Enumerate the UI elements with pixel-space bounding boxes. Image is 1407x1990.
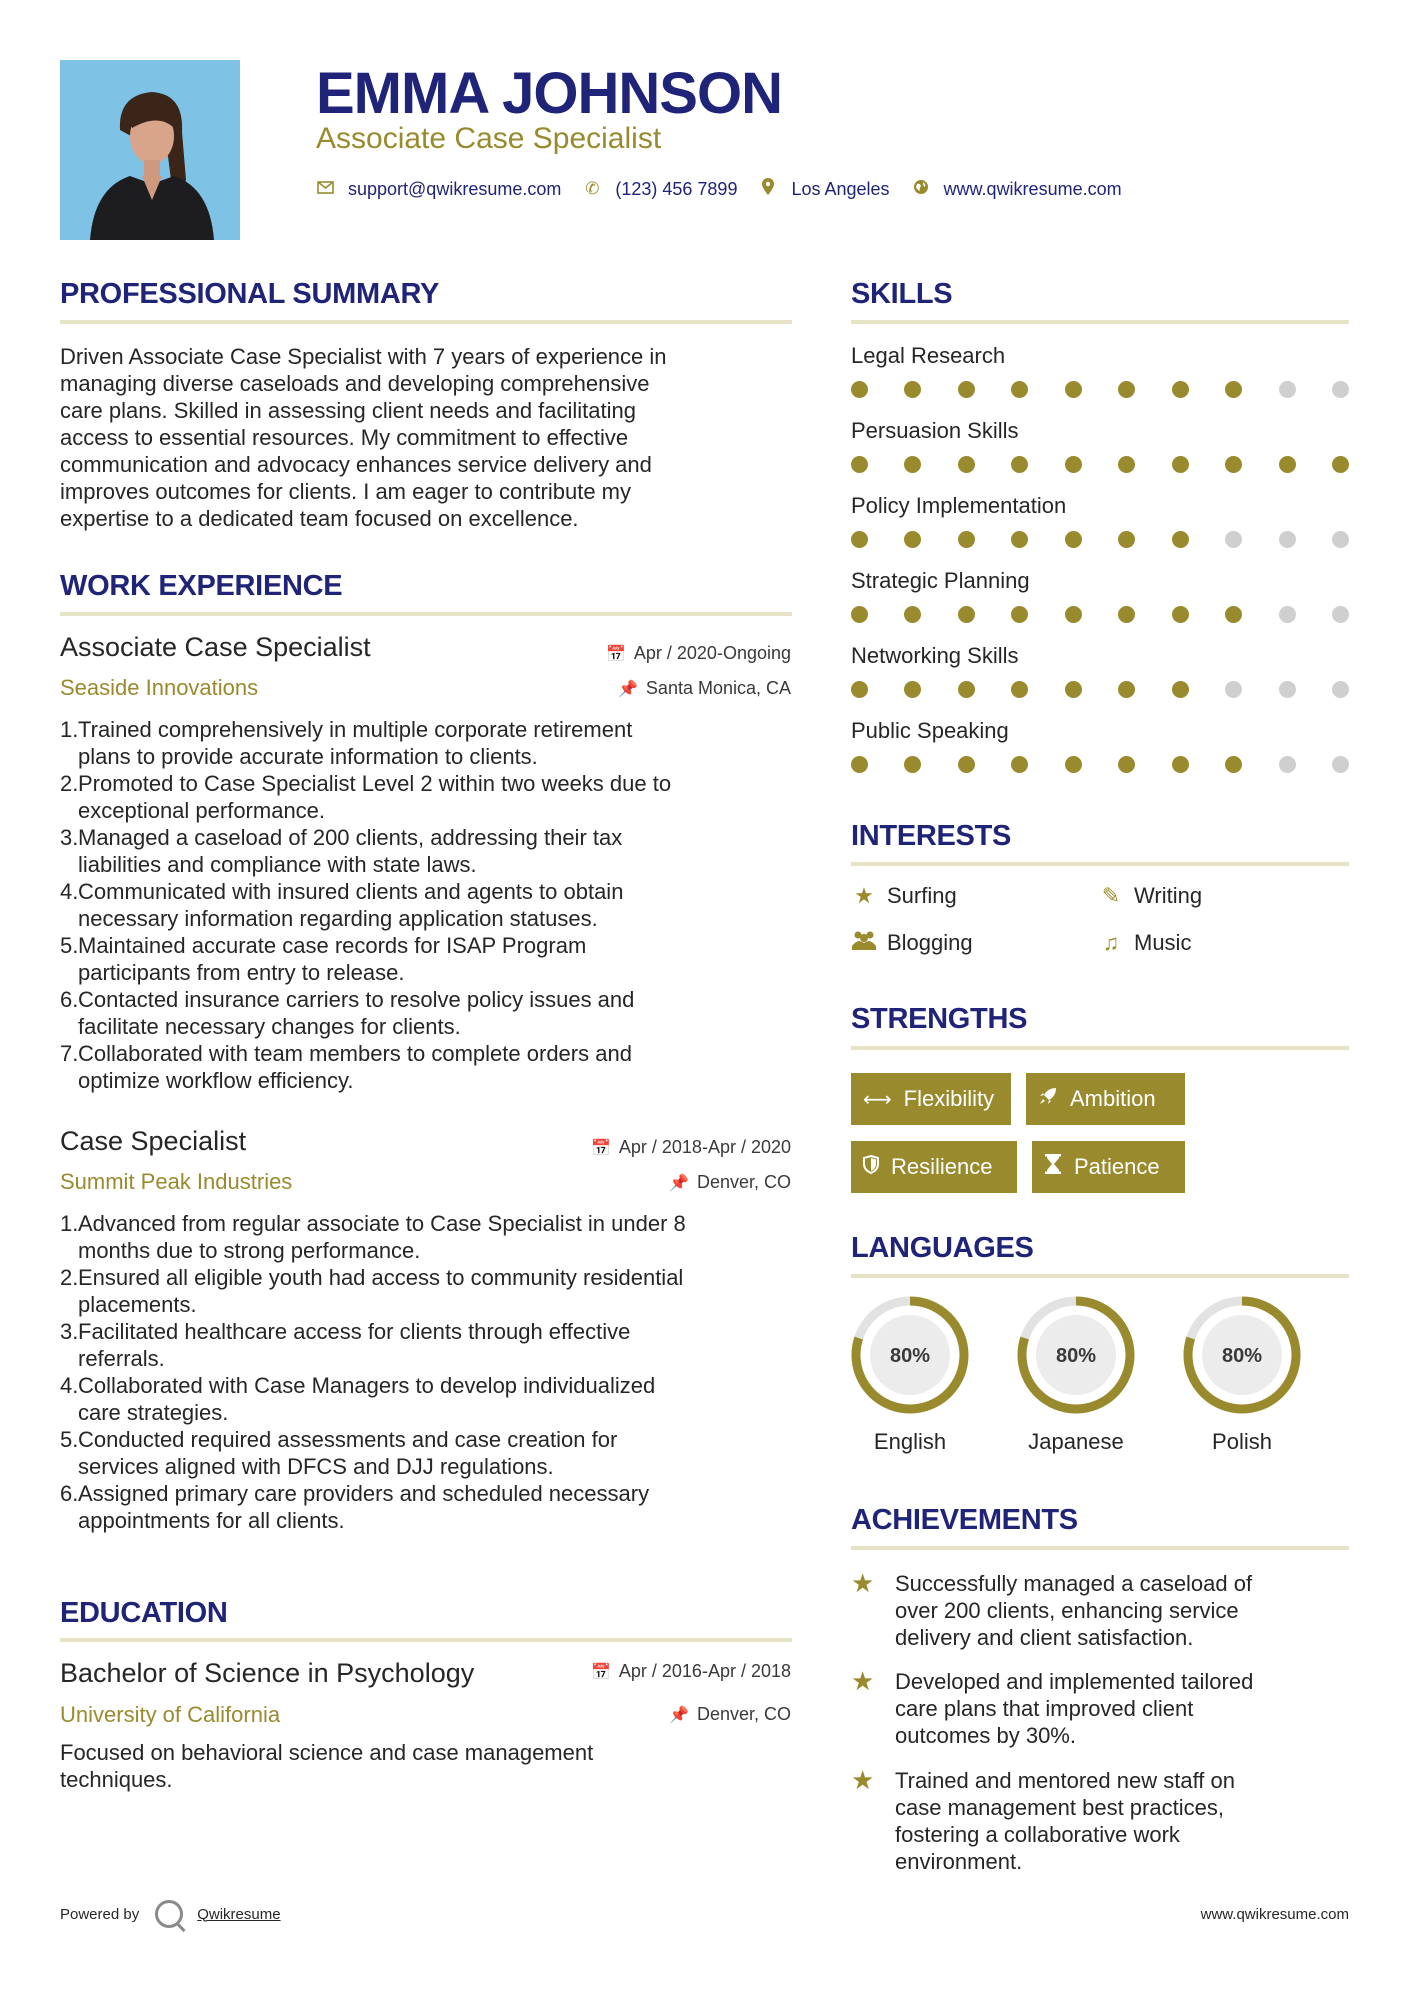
rating-dot-filled bbox=[1065, 606, 1082, 623]
users-icon bbox=[851, 930, 877, 956]
interests-divider bbox=[851, 862, 1349, 866]
pushpin-icon: 📌 bbox=[618, 681, 638, 698]
skills-divider bbox=[851, 320, 1349, 324]
language-name: Japanese bbox=[1028, 1429, 1124, 1454]
achievements-divider bbox=[851, 1546, 1349, 1550]
map-marker-icon bbox=[759, 178, 777, 200]
language-percent: 80% bbox=[889, 1345, 931, 1367]
rating-dot-filled bbox=[1225, 606, 1242, 623]
list-item: 3. Facilitated healthcare access for clients through effective referrals. bbox=[60, 1319, 631, 1371]
rating-dot-filled bbox=[1225, 756, 1242, 773]
skill-name: Networking Skills bbox=[851, 643, 1019, 668]
summary-text bbox=[60, 343, 800, 532]
rating-dot-filled bbox=[1172, 606, 1189, 623]
skill-name: Persuasion Skills bbox=[851, 418, 1019, 443]
rating-dot-empty bbox=[1332, 531, 1349, 548]
summary-line: improves outcomes for clients. I am eager to contribute my bbox=[60, 479, 632, 504]
skill-name: Strategic Planning bbox=[851, 568, 1030, 593]
language-item bbox=[1180, 1293, 1304, 1455]
rating-dot-filled bbox=[1225, 381, 1242, 398]
rating-dot-filled bbox=[851, 756, 868, 773]
language-item bbox=[848, 1293, 972, 1455]
rating-dot-filled bbox=[1065, 681, 1082, 698]
strength-flexibility: ⟷ Flexibility bbox=[851, 1073, 1011, 1125]
job-dates bbox=[591, 1137, 791, 1158]
list-item: 6. Contacted insurance carriers to resolve policy issues and facilitate necessary changes for clients. bbox=[60, 987, 635, 1039]
rating-dot-filled bbox=[1172, 531, 1189, 548]
education-heading: EDUCATION bbox=[60, 1597, 228, 1629]
education-dates bbox=[591, 1661, 791, 1682]
achievement-item: ★ Trained and mentored new staff on case management best practices, fostering a collaborative work environment. bbox=[851, 1765, 1235, 1874]
job-dates-text: Apr / 2020-Ongoing bbox=[633, 643, 791, 663]
interests-heading: INTERESTS bbox=[851, 820, 1012, 852]
summary-line: access to essential resources. My commitment to effective bbox=[60, 425, 629, 450]
summary-heading: PROFESSIONAL SUMMARY bbox=[60, 278, 440, 310]
skill-rating bbox=[851, 756, 1349, 773]
summary-line: communication and advocacy enhances service delivery and bbox=[60, 452, 652, 477]
language-name: English bbox=[873, 1429, 947, 1454]
calendar-icon: 📅 bbox=[605, 646, 626, 663]
rating-dot-empty bbox=[1279, 681, 1296, 698]
list-item: 1. Trained comprehensively in multiple corporate retirement plans to provide accurate information to clients. bbox=[60, 717, 633, 769]
list-item: 7. Collaborated with team members to complete orders and optimize workflow efficiency. bbox=[60, 1041, 632, 1093]
job-dates bbox=[606, 643, 791, 664]
list-item: 5. Maintained accurate case records for ISAP Program participants from entry to release. bbox=[60, 933, 587, 985]
rating-dot-filled bbox=[1011, 381, 1028, 398]
rating-dot-filled bbox=[904, 456, 921, 473]
rating-dot-empty bbox=[1225, 681, 1242, 698]
language-progress-ring bbox=[1014, 1293, 1138, 1417]
skill-name: Legal Research bbox=[851, 343, 1006, 368]
arrows-horizontal-icon: ⟷ bbox=[863, 1088, 892, 1111]
interest-blogging: Blogging bbox=[851, 930, 973, 956]
rating-dot-empty bbox=[1225, 531, 1242, 548]
summary-line: Driven Associate Case Specialist with 7 years of experience in bbox=[60, 344, 667, 369]
calendar-icon: 📅 bbox=[590, 1664, 611, 1681]
languages-heading: LANGUAGES bbox=[851, 1232, 1034, 1264]
rating-dot-filled bbox=[1065, 456, 1082, 473]
contact-bar bbox=[316, 178, 1144, 200]
shooting-star-icon: ★ bbox=[851, 1765, 875, 1795]
strength-patience: Patience bbox=[1032, 1141, 1185, 1193]
shield-icon bbox=[863, 1155, 879, 1180]
list-item: 3. Managed a caseload of 200 clients, addressing their tax liabilities and compliance with state laws. bbox=[60, 825, 623, 877]
achievements-heading: ACHIEVEMENTS bbox=[851, 1504, 1078, 1536]
rating-dot-filled bbox=[1118, 456, 1135, 473]
experience-heading: WORK EXPERIENCE bbox=[60, 570, 343, 602]
list-item: 1. Advanced from regular associate to Case Specialist in under 8 months due to strong performance. bbox=[60, 1211, 686, 1263]
pushpin-icon: 📌 bbox=[669, 1707, 689, 1724]
rating-dot-empty bbox=[1279, 756, 1296, 773]
pushpin-icon: 📌 bbox=[669, 1175, 689, 1192]
job-title: Associate Case Specialist bbox=[60, 632, 371, 662]
rating-dot-filled bbox=[904, 681, 921, 698]
rating-dot-filled bbox=[1118, 756, 1135, 773]
rating-dot-filled bbox=[1065, 531, 1082, 548]
rating-dot-filled bbox=[1011, 606, 1028, 623]
job-dates-text: Apr / 2018-Apr / 2020 bbox=[618, 1137, 791, 1157]
pencil-icon: ✎ bbox=[1101, 883, 1121, 908]
language-name: Polish bbox=[1212, 1429, 1272, 1454]
qwikresume-logo-icon bbox=[155, 1900, 183, 1928]
education-description: Focused on behavioral science and case management techniques. bbox=[60, 1740, 594, 1792]
profile-photo bbox=[60, 60, 240, 240]
languages-divider bbox=[851, 1274, 1349, 1278]
rating-dot-empty bbox=[1332, 756, 1349, 773]
rating-dot-empty bbox=[1279, 381, 1296, 398]
website-text: www.qwikresume.com bbox=[943, 178, 1122, 199]
rating-dot-filled bbox=[1172, 456, 1189, 473]
language-percent: 80% bbox=[1221, 1345, 1263, 1367]
rating-dot-empty bbox=[1332, 606, 1349, 623]
job-location bbox=[618, 678, 791, 699]
rating-dot-filled bbox=[851, 606, 868, 623]
interest-music: ♫ Music bbox=[1098, 930, 1191, 956]
strengths-heading: STRENGTHS bbox=[851, 1003, 1028, 1035]
rating-dot-filled bbox=[851, 681, 868, 698]
strengths-divider bbox=[851, 1046, 1349, 1050]
rating-dot-filled bbox=[1172, 381, 1189, 398]
phone-icon: ✆ bbox=[585, 179, 600, 198]
skill-rating bbox=[851, 381, 1349, 398]
achievement-item: ★ Successfully managed a caseload of over 200 clients, enhancing service delivery and client satisfaction. bbox=[851, 1568, 1253, 1650]
rating-dot-filled bbox=[851, 381, 868, 398]
rating-dot-filled bbox=[1065, 381, 1082, 398]
contact-phone[interactable] bbox=[583, 179, 737, 200]
language-percent: 80% bbox=[1055, 1345, 1097, 1367]
summary-line: care plans. Skilled in assessing client needs and facilitating bbox=[60, 398, 636, 423]
contact-location bbox=[759, 178, 889, 200]
music-icon: ♫ bbox=[1102, 930, 1120, 955]
rating-dot-filled bbox=[1118, 681, 1135, 698]
hourglass-icon bbox=[1044, 1154, 1062, 1180]
rating-dot-filled bbox=[1065, 756, 1082, 773]
rating-dot-filled bbox=[1011, 756, 1028, 773]
footer-powered-by bbox=[60, 1900, 281, 1928]
rating-dot-filled bbox=[904, 756, 921, 773]
contact-email[interactable] bbox=[316, 179, 561, 200]
rating-dot-filled bbox=[1118, 606, 1135, 623]
achievement-item: ★ Developed and implemented tailored care plans that improved client outcomes by 30%. bbox=[851, 1666, 1254, 1748]
summary-divider bbox=[60, 320, 792, 324]
job-title: Case Specialist bbox=[60, 1126, 247, 1156]
interest-surfing: ★ Surfing bbox=[851, 883, 957, 909]
strength-resilience: Resilience bbox=[851, 1141, 1017, 1193]
list-item: 2. Ensured all eligible youth had access to community residential placements. bbox=[60, 1265, 684, 1317]
rating-dot-filled bbox=[958, 606, 975, 623]
strength-ambition: Ambition bbox=[1026, 1073, 1185, 1125]
skill-rating bbox=[851, 531, 1349, 548]
candidate-title: Associate Case Specialist bbox=[316, 122, 662, 155]
rating-dot-filled bbox=[1011, 456, 1028, 473]
job-location-text: Santa Monica, CA bbox=[645, 678, 791, 698]
rating-dot-filled bbox=[958, 381, 975, 398]
language-progress-ring bbox=[1180, 1293, 1304, 1417]
phone-text: (123) 456 7899 bbox=[615, 178, 738, 199]
rating-dot-filled bbox=[851, 456, 868, 473]
skills-heading: SKILLS bbox=[851, 278, 953, 310]
footer-site-link[interactable]: www.qwikresume.com bbox=[1200, 1906, 1349, 1923]
list-item: 6. Assigned primary care providers and scheduled necessary appointments for all clients. bbox=[60, 1481, 650, 1533]
rating-dot-empty bbox=[1332, 681, 1349, 698]
job-responsibilities bbox=[60, 1210, 800, 1534]
summary-line: managing diverse caseloads and developing comprehensive bbox=[60, 371, 650, 396]
rating-dot-filled bbox=[958, 756, 975, 773]
rating-dot-filled bbox=[1172, 681, 1189, 698]
rating-dot-filled bbox=[1225, 456, 1242, 473]
rating-dot-filled bbox=[958, 681, 975, 698]
rating-dot-empty bbox=[1332, 381, 1349, 398]
brand-link[interactable]: Qwikresume bbox=[197, 1905, 281, 1923]
education-location-text: Denver, CO bbox=[696, 1704, 791, 1724]
skill-rating bbox=[851, 681, 1349, 698]
list-item: 2. Promoted to Case Specialist Level 2 within two weeks due to exceptional performance. bbox=[60, 771, 672, 823]
rating-dot-filled bbox=[904, 606, 921, 623]
star-icon: ★ bbox=[854, 883, 874, 908]
job-company: Summit Peak Industries bbox=[60, 1169, 293, 1194]
globe-icon bbox=[912, 179, 930, 200]
rating-dot-filled bbox=[904, 381, 921, 398]
location-text: Los Angeles bbox=[791, 178, 890, 199]
experience-divider bbox=[60, 612, 792, 616]
skill-rating bbox=[851, 606, 1349, 623]
powered-by-label: Powered by bbox=[60, 1905, 140, 1923]
job-location-text: Denver, CO bbox=[696, 1172, 791, 1192]
skill-rating bbox=[851, 456, 1349, 473]
list-item: 4. Collaborated with Case Managers to develop individualized care strategies. bbox=[60, 1373, 656, 1425]
shooting-star-icon: ★ bbox=[851, 1666, 875, 1696]
education-dates-text: Apr / 2016-Apr / 2018 bbox=[618, 1661, 791, 1681]
rating-dot-filled bbox=[851, 531, 868, 548]
rating-dot-filled bbox=[1332, 456, 1349, 473]
rating-dot-filled bbox=[1118, 381, 1135, 398]
skill-name: Policy Implementation bbox=[851, 493, 1067, 518]
list-item: 5. Conducted required assessments and case creation for services aligned with DFCS and DJJ regulations. bbox=[60, 1427, 618, 1479]
shooting-star-icon: ★ bbox=[851, 1568, 875, 1598]
envelope-icon bbox=[316, 179, 334, 199]
school-name: University of California bbox=[60, 1702, 281, 1727]
skill-name: Public Speaking bbox=[851, 718, 1009, 743]
person-illustration bbox=[60, 60, 240, 240]
job-location bbox=[669, 1172, 791, 1193]
rating-dot-filled bbox=[1011, 531, 1028, 548]
job-company: Seaside Innovations bbox=[60, 675, 259, 700]
rating-dot-filled bbox=[958, 531, 975, 548]
language-progress-ring bbox=[848, 1293, 972, 1417]
contact-website[interactable] bbox=[912, 179, 1122, 200]
rating-dot-filled bbox=[1118, 531, 1135, 548]
rating-dot-filled bbox=[1172, 756, 1189, 773]
calendar-icon: 📅 bbox=[590, 1140, 611, 1157]
rating-dot-empty bbox=[1279, 531, 1296, 548]
job-responsibilities bbox=[60, 716, 800, 1094]
rating-dot-filled bbox=[1279, 456, 1296, 473]
email-text: support@qwikresume.com bbox=[348, 178, 562, 199]
rating-dot-filled bbox=[958, 456, 975, 473]
degree-title: Bachelor of Science in Psychology bbox=[60, 1658, 475, 1688]
rating-dot-filled bbox=[904, 531, 921, 548]
rating-dot-filled bbox=[1011, 681, 1028, 698]
education-location bbox=[669, 1704, 791, 1725]
summary-line: expertise to a dedicated team focused on excellence. bbox=[60, 506, 579, 531]
interest-writing: ✎ Writing bbox=[1098, 883, 1202, 909]
candidate-name: EMMA JOHNSON bbox=[316, 61, 782, 126]
language-item bbox=[1014, 1293, 1138, 1455]
education-divider bbox=[60, 1638, 792, 1642]
rating-dot-empty bbox=[1279, 606, 1296, 623]
list-item: 4. Communicated with insured clients and agents to obtain necessary information regarding application statuses. bbox=[60, 879, 624, 931]
rocket-icon bbox=[1038, 1086, 1058, 1112]
